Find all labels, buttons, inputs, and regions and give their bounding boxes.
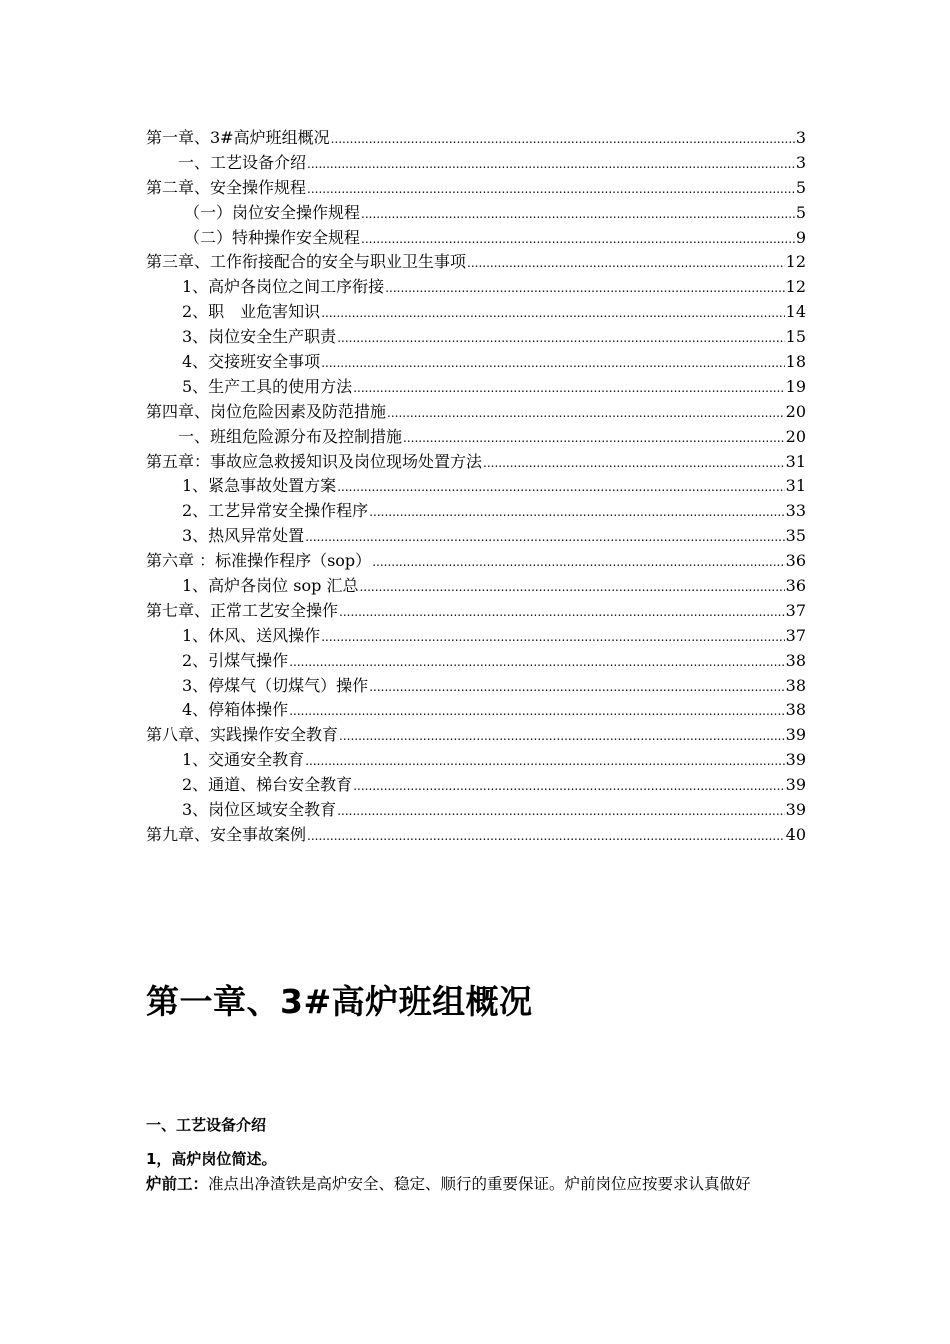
toc-leader-dots bbox=[331, 126, 795, 152]
toc-entry[interactable] bbox=[146, 499, 806, 524]
toc-leader-dots bbox=[305, 748, 784, 774]
toc-entry-page: 20 bbox=[785, 426, 806, 446]
toc-entry-page: 38 bbox=[785, 700, 806, 720]
toc-entry-label: 2、通道、梯台安全教育 bbox=[182, 775, 353, 795]
toc-entry-label: 第七章、正常工艺安全操作 bbox=[146, 600, 339, 620]
toc-entry[interactable] bbox=[146, 574, 806, 599]
toc-entry-label: 第四章、岗位危险因素及防范措施 bbox=[146, 401, 387, 421]
toc-entry[interactable] bbox=[146, 549, 806, 574]
toc-entry-label: 4、停箱体操作 bbox=[182, 700, 289, 720]
toc-entry-page: 14 bbox=[785, 302, 806, 322]
table-of-contents bbox=[146, 126, 806, 848]
toc-leader-dots bbox=[483, 450, 785, 476]
toc-entry-page: 36 bbox=[785, 551, 806, 571]
toc-entry[interactable] bbox=[146, 275, 806, 300]
toc-entry[interactable] bbox=[146, 176, 806, 201]
toc-entry[interactable] bbox=[146, 599, 806, 624]
toc-entry-page: 3 bbox=[795, 128, 806, 147]
toc-leader-dots bbox=[337, 798, 784, 824]
toc-entry-page: 38 bbox=[785, 675, 806, 695]
paragraph-lead: 炉前工： bbox=[146, 1175, 209, 1193]
toc-entry-page: 5 bbox=[795, 202, 806, 222]
toc-leader-dots bbox=[359, 574, 784, 600]
toc-entry-label: 一、工艺设备介绍 bbox=[178, 152, 307, 172]
toc-entry-label: （二）特种操作安全规程 bbox=[184, 227, 361, 247]
toc-entry-label: 一、班组危险源分布及控制措施 bbox=[178, 426, 403, 446]
toc-entry-page: 33 bbox=[785, 501, 806, 521]
toc-entry-page: 31 bbox=[785, 476, 806, 496]
toc-entry-label: 第九章、安全事故案例 bbox=[146, 824, 307, 844]
toc-entry[interactable] bbox=[146, 798, 806, 823]
toc-leader-dots bbox=[467, 250, 785, 276]
toc-entry[interactable] bbox=[146, 474, 806, 499]
toc-leader-dots bbox=[289, 698, 784, 724]
toc-entry-page: 15 bbox=[785, 327, 806, 347]
toc-entry-page: 3 bbox=[795, 152, 806, 172]
toc-entry-label: 3、岗位区域安全教育 bbox=[182, 800, 337, 820]
toc-leader-dots bbox=[307, 823, 785, 849]
toc-entry[interactable] bbox=[146, 400, 806, 425]
toc-entry-page: 31 bbox=[785, 451, 806, 471]
toc-entry-label: 2、工艺异常安全操作程序 bbox=[182, 501, 369, 521]
toc-entry-page: 37 bbox=[785, 625, 806, 645]
toc-entry-label: 4、交接班安全事项 bbox=[182, 352, 321, 372]
toc-entry[interactable] bbox=[146, 375, 806, 400]
toc-entry-page: 18 bbox=[785, 352, 806, 372]
body-paragraph bbox=[146, 1172, 810, 1196]
toc-entry-label: 1、高炉各岗位 sop 汇总 bbox=[182, 576, 359, 596]
toc-entry[interactable] bbox=[146, 350, 806, 375]
toc-entry[interactable] bbox=[146, 425, 806, 450]
toc-entry-page: 5 bbox=[795, 177, 806, 197]
toc-leader-dots bbox=[372, 549, 784, 575]
toc-leader-dots bbox=[353, 375, 784, 401]
toc-entry[interactable] bbox=[146, 201, 806, 226]
toc-entry-label: 3、热风异常处置 bbox=[182, 526, 305, 546]
toc-entry[interactable] bbox=[146, 674, 806, 699]
toc-entry-page: 39 bbox=[785, 800, 806, 820]
toc-leader-dots bbox=[305, 524, 784, 550]
toc-entry-label: 1、高炉各岗位之间工序衔接 bbox=[182, 277, 385, 297]
toc-entry[interactable] bbox=[146, 250, 806, 275]
toc-leader-dots bbox=[387, 400, 785, 426]
toc-entry-label: 3、岗位安全生产职责 bbox=[182, 327, 337, 347]
toc-leader-dots bbox=[361, 201, 795, 227]
toc-leader-dots bbox=[369, 499, 784, 525]
toc-entry-label: 2、职 业危害知识 bbox=[182, 302, 321, 322]
toc-leader-dots bbox=[339, 599, 785, 625]
toc-leader-dots bbox=[361, 226, 795, 252]
toc-entry-label: （一）岗位安全操作规程 bbox=[184, 202, 361, 222]
toc-entry[interactable] bbox=[146, 823, 806, 848]
toc-entry[interactable] bbox=[146, 325, 806, 350]
toc-entry[interactable] bbox=[146, 300, 806, 325]
sub-heading: 1，高炉岗位简述。 bbox=[146, 1150, 277, 1168]
toc-entry[interactable] bbox=[146, 450, 806, 475]
toc-entry[interactable] bbox=[146, 624, 806, 649]
toc-entry[interactable] bbox=[146, 649, 806, 674]
toc-entry-label: 1、交通安全教育 bbox=[182, 750, 305, 770]
toc-entry-page: 35 bbox=[785, 526, 806, 546]
toc-leader-dots bbox=[369, 674, 784, 700]
toc-entry-label: 第一章、3#高炉班组概况 bbox=[146, 128, 330, 147]
toc-entry-label: 第三章、工作衔接配合的安全与职业卫生事项 bbox=[146, 252, 467, 272]
toc-entry-label: 第二章、安全操作规程 bbox=[146, 177, 307, 197]
section-heading: 一、工艺设备介绍 bbox=[146, 1116, 267, 1134]
toc-leader-dots bbox=[307, 176, 795, 202]
toc-entry-page: 39 bbox=[785, 750, 806, 770]
toc-entry-page: 39 bbox=[785, 775, 806, 795]
toc-entry[interactable] bbox=[146, 773, 806, 798]
toc-entry[interactable] bbox=[146, 126, 806, 151]
toc-entry-page: 20 bbox=[785, 401, 806, 421]
toc-entry-page: 40 bbox=[785, 824, 806, 844]
toc-entry-page: 12 bbox=[785, 252, 806, 272]
toc-leader-dots bbox=[353, 773, 784, 799]
toc-entry[interactable] bbox=[146, 151, 806, 176]
toc-leader-dots bbox=[289, 649, 784, 675]
toc-entry-label: 第八章、实践操作安全教育 bbox=[146, 725, 339, 745]
toc-entry-page: 38 bbox=[785, 650, 806, 670]
toc-leader-dots bbox=[321, 624, 784, 650]
toc-entry-page: 12 bbox=[785, 277, 806, 297]
toc-leader-dots bbox=[337, 474, 784, 500]
toc-leader-dots bbox=[321, 300, 784, 326]
toc-leader-dots bbox=[321, 350, 784, 376]
toc-entry-label: 第五章：事故应急救援知识及岗位现场处置方法 bbox=[146, 451, 483, 471]
toc-entry[interactable] bbox=[146, 524, 806, 549]
toc-leader-dots bbox=[385, 275, 784, 301]
chapter-heading: 第一章、3#高炉班组概况 bbox=[146, 982, 533, 1021]
toc-entry[interactable] bbox=[146, 748, 806, 773]
toc-entry-label: 5、生产工具的使用方法 bbox=[182, 376, 353, 396]
toc-entry-page: 9 bbox=[795, 227, 806, 247]
toc-leader-dots bbox=[339, 723, 785, 749]
toc-entry-label: 3、停煤气（切煤气）操作 bbox=[182, 675, 369, 695]
toc-entry-page: 19 bbox=[785, 376, 806, 396]
toc-entry-page: 39 bbox=[785, 725, 806, 745]
toc-entry-label: 第六章 ：标准操作程序（sop） bbox=[146, 551, 372, 571]
toc-leader-dots bbox=[403, 425, 785, 451]
toc-entry[interactable] bbox=[146, 226, 806, 251]
toc-entry[interactable] bbox=[146, 723, 806, 748]
toc-leader-dots bbox=[307, 151, 795, 177]
toc-entry-label: 2、引煤气操作 bbox=[182, 650, 289, 670]
paragraph-text: 准点出净渣铁是高炉安全、稳定、顺行的重要保证。炉前岗位应按要求认真做好 bbox=[208, 1175, 751, 1193]
toc-leader-dots bbox=[337, 325, 784, 351]
toc-entry-page: 37 bbox=[785, 600, 806, 620]
toc-entry-page: 36 bbox=[785, 576, 806, 596]
toc-entry-label: 1、休风、送风操作 bbox=[182, 625, 321, 645]
toc-entry[interactable] bbox=[146, 698, 806, 723]
toc-entry-label: 1、紧急事故处置方案 bbox=[182, 476, 337, 496]
